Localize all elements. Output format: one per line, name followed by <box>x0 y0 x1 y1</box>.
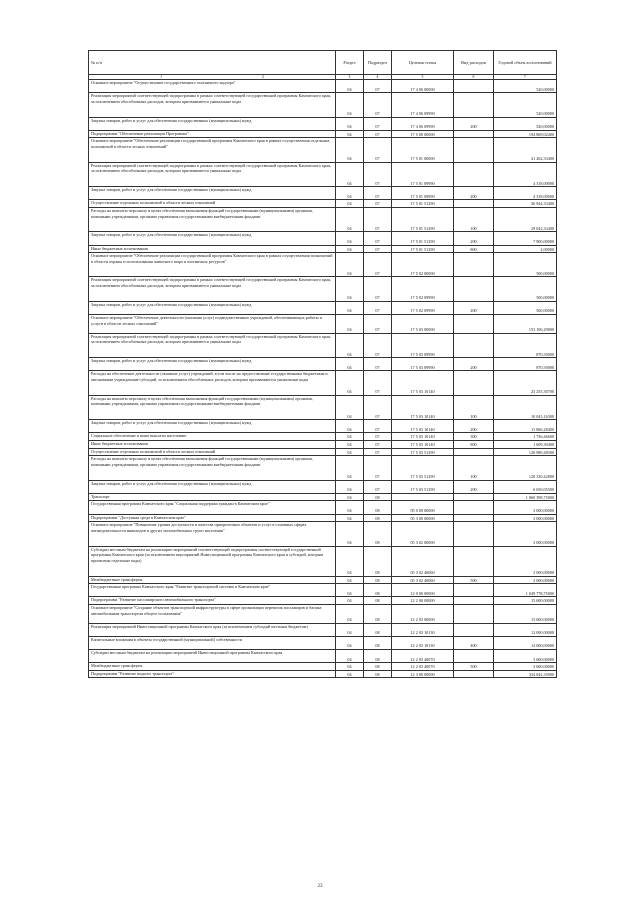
row-name-cell: Государственная программа Камчатского края "Социальная поддержка граждан в Камчатском крае" <box>89 501 336 514</box>
row-article-cell: 17 5 03 10140 <box>392 371 454 395</box>
table-row <box>89 395 557 419</box>
row-name-cell: Основное мероприятие "Обеспечение реализации государственной программы Камчатского края в рамках осуществления отдельных полномочий в области лесных отношений" <box>89 138 336 162</box>
row-subsection-cell: 07 <box>364 232 392 245</box>
row-article-cell: 17 5 01 51290 <box>392 207 454 231</box>
row-amount-cell: 15 600,00000 <box>494 597 557 605</box>
column-number: 3 <box>336 75 364 80</box>
row-section-cell: 04 <box>336 371 364 395</box>
row-subsection-cell: 07 <box>364 245 392 253</box>
row-name-cell: Закупка товаров, работ и услуг для обеспечения государственных (муниципальных) нужд <box>89 358 336 371</box>
row-amount-cell: 2,00000 <box>494 245 557 253</box>
table-row <box>89 604 557 623</box>
row-amount-cell: 3 000,00000 <box>494 514 557 522</box>
table-row <box>89 253 557 277</box>
row-subsection-cell: 07 <box>364 433 392 441</box>
row-expense-type-cell: 500 <box>454 663 494 671</box>
column-number: 1 2 <box>89 75 336 80</box>
row-section-cell: 04 <box>336 650 364 663</box>
table-row <box>89 663 557 671</box>
row-section-cell: 04 <box>336 93 364 117</box>
row-expense-type-cell: 100 <box>454 207 494 231</box>
row-article-cell: 17 5 03 51290 <box>392 448 454 456</box>
row-section-cell: 04 <box>336 441 364 449</box>
row-subsection-cell: 08 <box>364 597 392 605</box>
row-name-cell: Закупка товаров, работ и услуг для обеспечения государственных (муниципальных) нужд <box>89 420 336 433</box>
header-article: Целевая статья <box>392 51 454 75</box>
row-amount-cell: 6 650,05500 <box>494 480 557 493</box>
table-row <box>89 441 557 449</box>
row-expense-type-cell: 200 <box>454 358 494 371</box>
table-row <box>89 301 557 314</box>
row-subsection-cell: 08 <box>364 493 392 501</box>
row-expense-type-cell <box>454 371 494 395</box>
row-name-cell: Субсидии местным бюджетам на реализацию мероприятий Инвестиционной программы Камчатского края <box>89 650 336 663</box>
row-section-cell: 04 <box>336 200 364 208</box>
row-article-cell: 17 5 02 09990 <box>392 277 454 301</box>
row-subsection-cell: 08 <box>364 501 392 514</box>
row-subsection-cell: 07 <box>364 207 392 231</box>
row-section-cell: 04 <box>336 207 364 231</box>
row-name-cell: Межбюджетные трансферты <box>89 576 336 584</box>
row-subsection-cell: 07 <box>364 358 392 371</box>
table-row <box>89 207 557 231</box>
table-row <box>89 456 557 480</box>
column-number: 6 <box>454 75 494 80</box>
row-amount-cell: 153 106,29000 <box>494 315 557 334</box>
row-amount-cell: 15 600,00000 <box>494 604 557 623</box>
row-expense-type-cell: 200 <box>454 420 494 433</box>
row-expense-type-cell <box>454 493 494 501</box>
row-expense-type-cell <box>454 501 494 514</box>
row-amount-cell: 1 736,46600 <box>494 433 557 441</box>
table-row <box>89 371 557 395</box>
row-amount-cell: 520,00000 <box>494 117 557 130</box>
table-row <box>89 650 557 663</box>
row-article-cell: 12 0 00 00000 <box>392 584 454 597</box>
row-name-cell: Социальное обеспечение и иные выплаты населению <box>89 433 336 441</box>
row-name-cell: Закупка товаров, работ и услуг для обеспечения государственных (муниципальных) нужд <box>89 232 336 245</box>
row-expense-type-cell: 100 <box>454 456 494 480</box>
row-section-cell: 04 <box>336 358 364 371</box>
row-section-cell: 04 <box>336 232 364 245</box>
row-expense-type-cell: 200 <box>454 232 494 245</box>
row-article-cell: 17 4 06 09990 <box>392 93 454 117</box>
row-section-cell: 04 <box>336 448 364 456</box>
table-row <box>89 576 557 584</box>
row-amount-cell: 1 060 398,75000 <box>494 493 557 501</box>
row-subsection-cell: 07 <box>364 200 392 208</box>
row-name-cell: Основное мероприятие "Обеспечение реализации государственной программы Камчатского края в рамках осуществления полномочий в области охраны и использования животного мира и охотничьих ресурсов" <box>89 253 336 277</box>
row-expense-type-cell <box>454 162 494 186</box>
row-article-cell <box>392 493 454 501</box>
row-subsection-cell: 07 <box>364 448 392 456</box>
row-subsection-cell: 07 <box>364 371 392 395</box>
row-amount-cell: 3 000,00000 <box>494 501 557 514</box>
row-amount-cell: 500,00000 <box>494 301 557 314</box>
row-name-cell: Реализация мероприятий соответствующей подпрограммы в рамках соответствующей государственной программы Камчатского края, за исключением обособленных расходов, которым присваиваются уникальные коды <box>89 93 336 117</box>
row-section-cell: 04 <box>336 301 364 314</box>
table-row <box>89 670 557 678</box>
row-name-cell: Субсидии местным бюджетам на реализацию мероприятий соответствующей подпрограммы соответствующей государственной программы Камчатского края (за исключением мероприятий Инвестиционной программы Камчатского края и субсидий, которым присвоены отдельные коды) <box>89 546 336 576</box>
row-expense-type-cell <box>454 200 494 208</box>
row-expense-type-cell: 100 <box>454 395 494 419</box>
row-section-cell: 04 <box>336 333 364 357</box>
row-name-cell: Расходы на выплаты персоналу в целях обеспечения выполнения функций государственными (муниципальными) органами, казенными учреждениями, органами управления государственными внебюджетными фондами <box>89 456 336 480</box>
row-subsection-cell: 07 <box>364 395 392 419</box>
row-section-cell: 04 <box>336 480 364 493</box>
row-section-cell: 04 <box>336 670 364 678</box>
header-name: № п/п <box>89 51 336 75</box>
row-article-cell: 12 3 00 00000 <box>392 670 454 678</box>
row-article-cell: 17 5 03 09990 <box>392 333 454 357</box>
header-expense-type: Вид расходов <box>454 51 494 75</box>
row-name-cell: Закупка товаров, работ и услуг для обеспечения государственных (муниципальных) нужд <box>89 187 336 200</box>
column-number: 5 <box>392 75 454 80</box>
table-row <box>89 636 557 649</box>
table-row <box>89 420 557 433</box>
row-expense-type-cell <box>454 597 494 605</box>
header-subsection: Подраздел <box>364 51 392 75</box>
row-name-cell: Закупка товаров, работ и услуг для обеспечения государственных (муниципальных) нужд <box>89 301 336 314</box>
row-subsection-cell: 07 <box>364 480 392 493</box>
row-subsection-cell: 07 <box>364 301 392 314</box>
row-amount-cell: 12 000,00000 <box>494 636 557 649</box>
row-expense-type-cell <box>454 333 494 357</box>
row-amount-cell: 870,50000 <box>494 358 557 371</box>
row-section-cell: 04 <box>336 80 364 93</box>
table-row <box>89 138 557 162</box>
row-section-cell: 04 <box>336 420 364 433</box>
row-subsection-cell: 07 <box>364 162 392 186</box>
column-number: 4 <box>364 75 392 80</box>
row-amount-cell: 25 255,30700 <box>494 371 557 395</box>
row-section-cell: 04 <box>336 117 364 130</box>
row-amount-cell: 7 900,00000 <box>494 232 557 245</box>
row-section-cell: 04 <box>336 623 364 636</box>
table-row <box>89 187 557 200</box>
row-name-cell: Реализация мероприятий соответствующей подпрограммы в рамках соответствующей государственной программы Камчатского края, за исключением обособленных расходов, которым присваиваются уникальные коды <box>89 333 336 357</box>
row-amount-cell: 3 000,00000 <box>494 576 557 584</box>
row-expense-type-cell <box>454 514 494 522</box>
row-subsection-cell: 08 <box>364 584 392 597</box>
row-section-cell: 04 <box>336 277 364 301</box>
row-subsection-cell: 07 <box>364 93 392 117</box>
row-expense-type-cell: 300 <box>454 433 494 441</box>
row-section-cell: 04 <box>336 636 364 649</box>
row-name-cell: Иные бюджетные ассигнования <box>89 245 336 253</box>
table-row <box>89 232 557 245</box>
table-row <box>89 522 557 546</box>
column-number: 7 <box>494 75 557 80</box>
row-expense-type-cell: 800 <box>454 245 494 253</box>
row-subsection-cell: 08 <box>364 663 392 671</box>
row-name-cell: Подпрограмма "Развитие водного транспорта" <box>89 670 336 678</box>
row-amount-cell: 29 042,33400 <box>494 207 557 231</box>
row-section-cell: 04 <box>336 663 364 671</box>
row-section-cell: 04 <box>336 245 364 253</box>
row-name-cell: Реализация мероприятий соответствующей подпрограммы в рамках соответствующей государственной программы Камчатского края, за исключением обособленных расходов, которым присваиваются уникальные коды <box>89 162 336 186</box>
row-article-cell: 17 5 01 51290 <box>392 245 454 253</box>
row-name-cell: Расходы на обеспечение деятельности (оказание услуг) учреждений, в том числе на предоставление государственным бюджетным и автономным учреждениям субсидий, за исключением обособленных расходов, которым присваиваются уникальные коды <box>89 371 336 395</box>
row-section-cell: 04 <box>336 604 364 623</box>
row-amount-cell: 3 000,00000 <box>494 522 557 546</box>
row-expense-type-cell <box>454 670 494 678</box>
row-expense-type-cell <box>454 584 494 597</box>
row-expense-type-cell <box>454 522 494 546</box>
row-section-cell: 04 <box>336 576 364 584</box>
row-subsection-cell: 07 <box>364 315 392 334</box>
row-article-cell: 17 5 02 00000 <box>392 253 454 277</box>
row-subsection-cell: 07 <box>364 138 392 162</box>
row-section-cell: 04 <box>336 522 364 546</box>
row-article-cell: 12 2 03 40070 <box>392 663 454 671</box>
row-expense-type-cell: 500 <box>454 576 494 584</box>
row-subsection-cell: 08 <box>364 650 392 663</box>
row-article-cell: 05 3 00 00000 <box>392 514 454 522</box>
row-name-cell: Основное мероприятие "Обеспечение деятельности (оказания услуг) подведомственных учреждений, обеспечивающих работы и услуги в области лесных отношений" <box>89 315 336 334</box>
row-expense-type-cell: 800 <box>454 441 494 449</box>
row-article-cell: 12 2 00 00000 <box>392 597 454 605</box>
row-subsection-cell: 07 <box>364 187 392 200</box>
row-subsection-cell: 07 <box>364 253 392 277</box>
row-article-cell: 17 5 03 00000 <box>392 315 454 334</box>
row-amount-cell: 500,00000 <box>494 253 557 277</box>
row-article-cell: 12 2 03 10130 <box>392 636 454 649</box>
row-expense-type-cell <box>454 138 494 162</box>
row-article-cell: 05 3 02 00000 <box>392 522 454 546</box>
row-subsection-cell: 08 <box>364 604 392 623</box>
row-subsection-cell: 07 <box>364 456 392 480</box>
row-expense-type-cell: 200 <box>454 301 494 314</box>
row-amount-cell: 36 944,33400 <box>494 200 557 208</box>
row-amount-cell: 11 866,28400 <box>494 420 557 433</box>
row-section-cell: 04 <box>336 130 364 138</box>
row-section-cell: 04 <box>336 514 364 522</box>
row-section-cell: 04 <box>336 584 364 597</box>
row-article-cell: 05 3 02 40060 <box>392 576 454 584</box>
row-name-cell: Основное мероприятие "Повышение уровня доступности и качества приоритетных объектов и услуг в основных сферах жизнедеятельности инвалидов и других маломобильных групп населения" <box>89 522 336 546</box>
row-subsection-cell: 08 <box>364 546 392 576</box>
row-name-cell: Подпрограмма "Развитие пассажирского автомобильного транспорта" <box>89 597 336 605</box>
row-expense-type-cell <box>454 623 494 636</box>
row-article-cell: 12 2 03 10130 <box>392 623 454 636</box>
row-amount-cell: 194 869,02400 <box>494 130 557 138</box>
row-name-cell: Государственная программа Камчатского края "Развитие транспортной системы в Камчатском крае" <box>89 584 336 597</box>
row-expense-type-cell <box>454 448 494 456</box>
row-amount-cell: 126 980,48300 <box>494 448 557 456</box>
table-body <box>89 80 557 678</box>
row-name-cell: Реализация мероприятий соответствующей подпрограммы в рамках соответствующей государственной программы Камчатского края, за исключением обособленных расходов, которым присваиваются уникальные коды <box>89 277 336 301</box>
table-row <box>89 315 557 334</box>
row-article-cell: 17 5 00 00000 <box>392 130 454 138</box>
row-section-cell: 04 <box>336 315 364 334</box>
table-row <box>89 448 557 456</box>
row-article-cell: 17 5 03 09990 <box>392 358 454 371</box>
row-section-cell: 04 <box>336 162 364 186</box>
row-section-cell: 04 <box>336 138 364 162</box>
row-section-cell: 04 <box>336 433 364 441</box>
row-article-cell: 17 5 03 10140 <box>392 420 454 433</box>
row-name-cell: Транспорт <box>89 493 336 501</box>
table-row <box>89 162 557 186</box>
table-row <box>89 200 557 208</box>
budget-table <box>88 50 557 678</box>
row-section-cell: 04 <box>336 546 364 576</box>
header-section: Раздел <box>336 51 364 75</box>
row-expense-type-cell <box>454 130 494 138</box>
row-section-cell: 04 <box>336 187 364 200</box>
row-name-cell: Расходы на выплаты персоналу в целях обеспечения выполнения функций государственными (муниципальными) органами, казенными учреждениями, органами управления государственными внебюджетными фондами <box>89 207 336 231</box>
row-subsection-cell: 07 <box>364 130 392 138</box>
row-section-cell: 04 <box>336 501 364 514</box>
row-subsection-cell: 07 <box>364 117 392 130</box>
table-row <box>89 358 557 371</box>
row-amount-cell: 3 600,00000 <box>494 663 557 671</box>
row-article-cell: 17 5 03 51290 <box>392 456 454 480</box>
row-amount-cell: 41 262,33400 <box>494 138 557 162</box>
row-amount-cell: 4 318,00000 <box>494 162 557 186</box>
row-article-cell: 17 4 06 09990 <box>392 117 454 130</box>
row-subsection-cell: 08 <box>364 522 392 546</box>
row-name-cell: Подпрограмма "Обеспечение реализации Программы" <box>89 130 336 138</box>
row-expense-type-cell <box>454 253 494 277</box>
table-row <box>89 480 557 493</box>
row-subsection-cell: 08 <box>364 514 392 522</box>
row-amount-cell: 3 600,00000 <box>494 650 557 663</box>
row-name-cell: Закупка товаров, работ и услуг для обеспечения государственных (муниципальных) нужд <box>89 480 336 493</box>
row-article-cell: 17 5 01 51290 <box>392 200 454 208</box>
row-article-cell: 12 2 03 40070 <box>392 650 454 663</box>
row-name-cell: Осуществление отдельных полномочий в области лесных отношений <box>89 448 336 456</box>
row-expense-type-cell <box>454 650 494 663</box>
table-row <box>89 93 557 117</box>
row-expense-type-cell <box>454 80 494 93</box>
row-amount-cell: 870,50000 <box>494 333 557 357</box>
row-subsection-cell: 07 <box>364 80 392 93</box>
row-amount-cell: 12 000,00000 <box>494 623 557 636</box>
table-row <box>89 80 557 93</box>
row-expense-type-cell: 200 <box>454 117 494 130</box>
row-subsection-cell: 08 <box>364 623 392 636</box>
row-name-cell: Капитальные вложения в объекты государственной (муниципальной) собственности <box>89 636 336 649</box>
row-amount-cell: 500,00000 <box>494 277 557 301</box>
row-name-cell: Подпрограмма "Доступная среда в Камчатском крае" <box>89 514 336 522</box>
row-amount-cell: 520,00000 <box>494 93 557 117</box>
table-header-row <box>89 51 557 75</box>
row-article-cell: 17 5 03 10140 <box>392 395 454 419</box>
row-section-cell: 04 <box>336 597 364 605</box>
table-row <box>89 245 557 253</box>
row-section-cell: 04 <box>336 395 364 419</box>
row-article-cell: 17 5 01 09990 <box>392 187 454 200</box>
row-article-cell: 12 2 03 00000 <box>392 604 454 623</box>
budget-sheet <box>88 50 556 678</box>
row-subsection-cell: 07 <box>364 277 392 301</box>
row-subsection-cell: 07 <box>364 333 392 357</box>
row-subsection-cell: 08 <box>364 576 392 584</box>
row-subsection-cell: 08 <box>364 636 392 649</box>
row-expense-type-cell <box>454 546 494 576</box>
row-amount-cell: 3 000,00000 <box>494 546 557 576</box>
row-expense-type-cell: 400 <box>454 636 494 649</box>
row-article-cell: 17 5 01 51290 <box>392 232 454 245</box>
row-subsection-cell: 07 <box>364 420 392 433</box>
row-amount-cell: 520,00000 <box>494 80 557 93</box>
table-row <box>89 501 557 514</box>
table-row <box>89 130 557 138</box>
row-amount-cell: 4 318,00000 <box>494 187 557 200</box>
row-article-cell: 17 5 03 10140 <box>392 441 454 449</box>
row-name-cell: Межбюджетные трансферты <box>89 663 336 671</box>
row-name-cell: Расходы на выплаты персоналу в целях обеспечения выполнения функций государственными (муниципальными) органами, казенными учреждениями, органами управления государственными внебюджетными фондами <box>89 395 336 419</box>
row-subsection-cell: 07 <box>364 441 392 449</box>
row-subsection-cell: 08 <box>364 670 392 678</box>
row-expense-type-cell <box>454 604 494 623</box>
table-row <box>89 277 557 301</box>
row-expense-type-cell <box>454 277 494 301</box>
row-name-cell: Основное мероприятие "Осуществление государственного охотничьего надзора" <box>89 80 336 93</box>
row-name-cell: Основное мероприятие "Создание объектов транспортной инфраструктуры в сфере организации перевозок пассажиров и багажа автомобильным транспортом общего пользования" <box>89 604 336 623</box>
row-amount-cell: 10 043,16300 <box>494 395 557 419</box>
row-amount-cell: 334 042,35000 <box>494 670 557 678</box>
row-section-cell: 04 <box>336 493 364 501</box>
row-article-cell: 17 5 02 09990 <box>392 301 454 314</box>
table-row <box>89 493 557 501</box>
row-article-cell: 17 5 01 09990 <box>392 162 454 186</box>
table-row <box>89 514 557 522</box>
table-row <box>89 584 557 597</box>
row-expense-type-cell: 200 <box>454 480 494 493</box>
row-section-cell: 04 <box>336 253 364 277</box>
row-expense-type-cell: 200 <box>454 187 494 200</box>
row-expense-type-cell <box>454 315 494 334</box>
row-name-cell: Закупка товаров, работ и услуг для обеспечения государственных (муниципальных) нужд <box>89 117 336 130</box>
table-row <box>89 597 557 605</box>
row-name-cell: Иные бюджетные ассигнования <box>89 441 336 449</box>
row-article-cell: 17 5 01 00000 <box>392 138 454 162</box>
table-row <box>89 117 557 130</box>
row-section-cell: 04 <box>336 456 364 480</box>
row-amount-cell: 1 049 778,75000 <box>494 584 557 597</box>
table-row <box>89 433 557 441</box>
row-article-cell: 05 3 02 40060 <box>392 546 454 576</box>
row-article-cell: 17 5 03 51290 <box>392 480 454 493</box>
row-amount-cell: 1 609,39400 <box>494 441 557 449</box>
row-name-cell: Осуществление отдельных полномочий в области лесных отношений <box>89 200 336 208</box>
row-article-cell: 17 4 06 00000 <box>392 80 454 93</box>
page-number: 23 <box>317 884 323 889</box>
row-amount-cell: 120 330,42800 <box>494 456 557 480</box>
table-row <box>89 623 557 636</box>
row-expense-type-cell <box>454 93 494 117</box>
header-amount: Годовой объем ассигнований <box>494 51 557 75</box>
row-article-cell: 05 0 00 00000 <box>392 501 454 514</box>
row-article-cell: 17 5 03 10140 <box>392 433 454 441</box>
row-name-cell: Реализация мероприятий Инвестиционной программы Камчатского края (за исключением субсидий местным бюджетам) <box>89 623 336 636</box>
table-row <box>89 546 557 576</box>
table-row <box>89 333 557 357</box>
